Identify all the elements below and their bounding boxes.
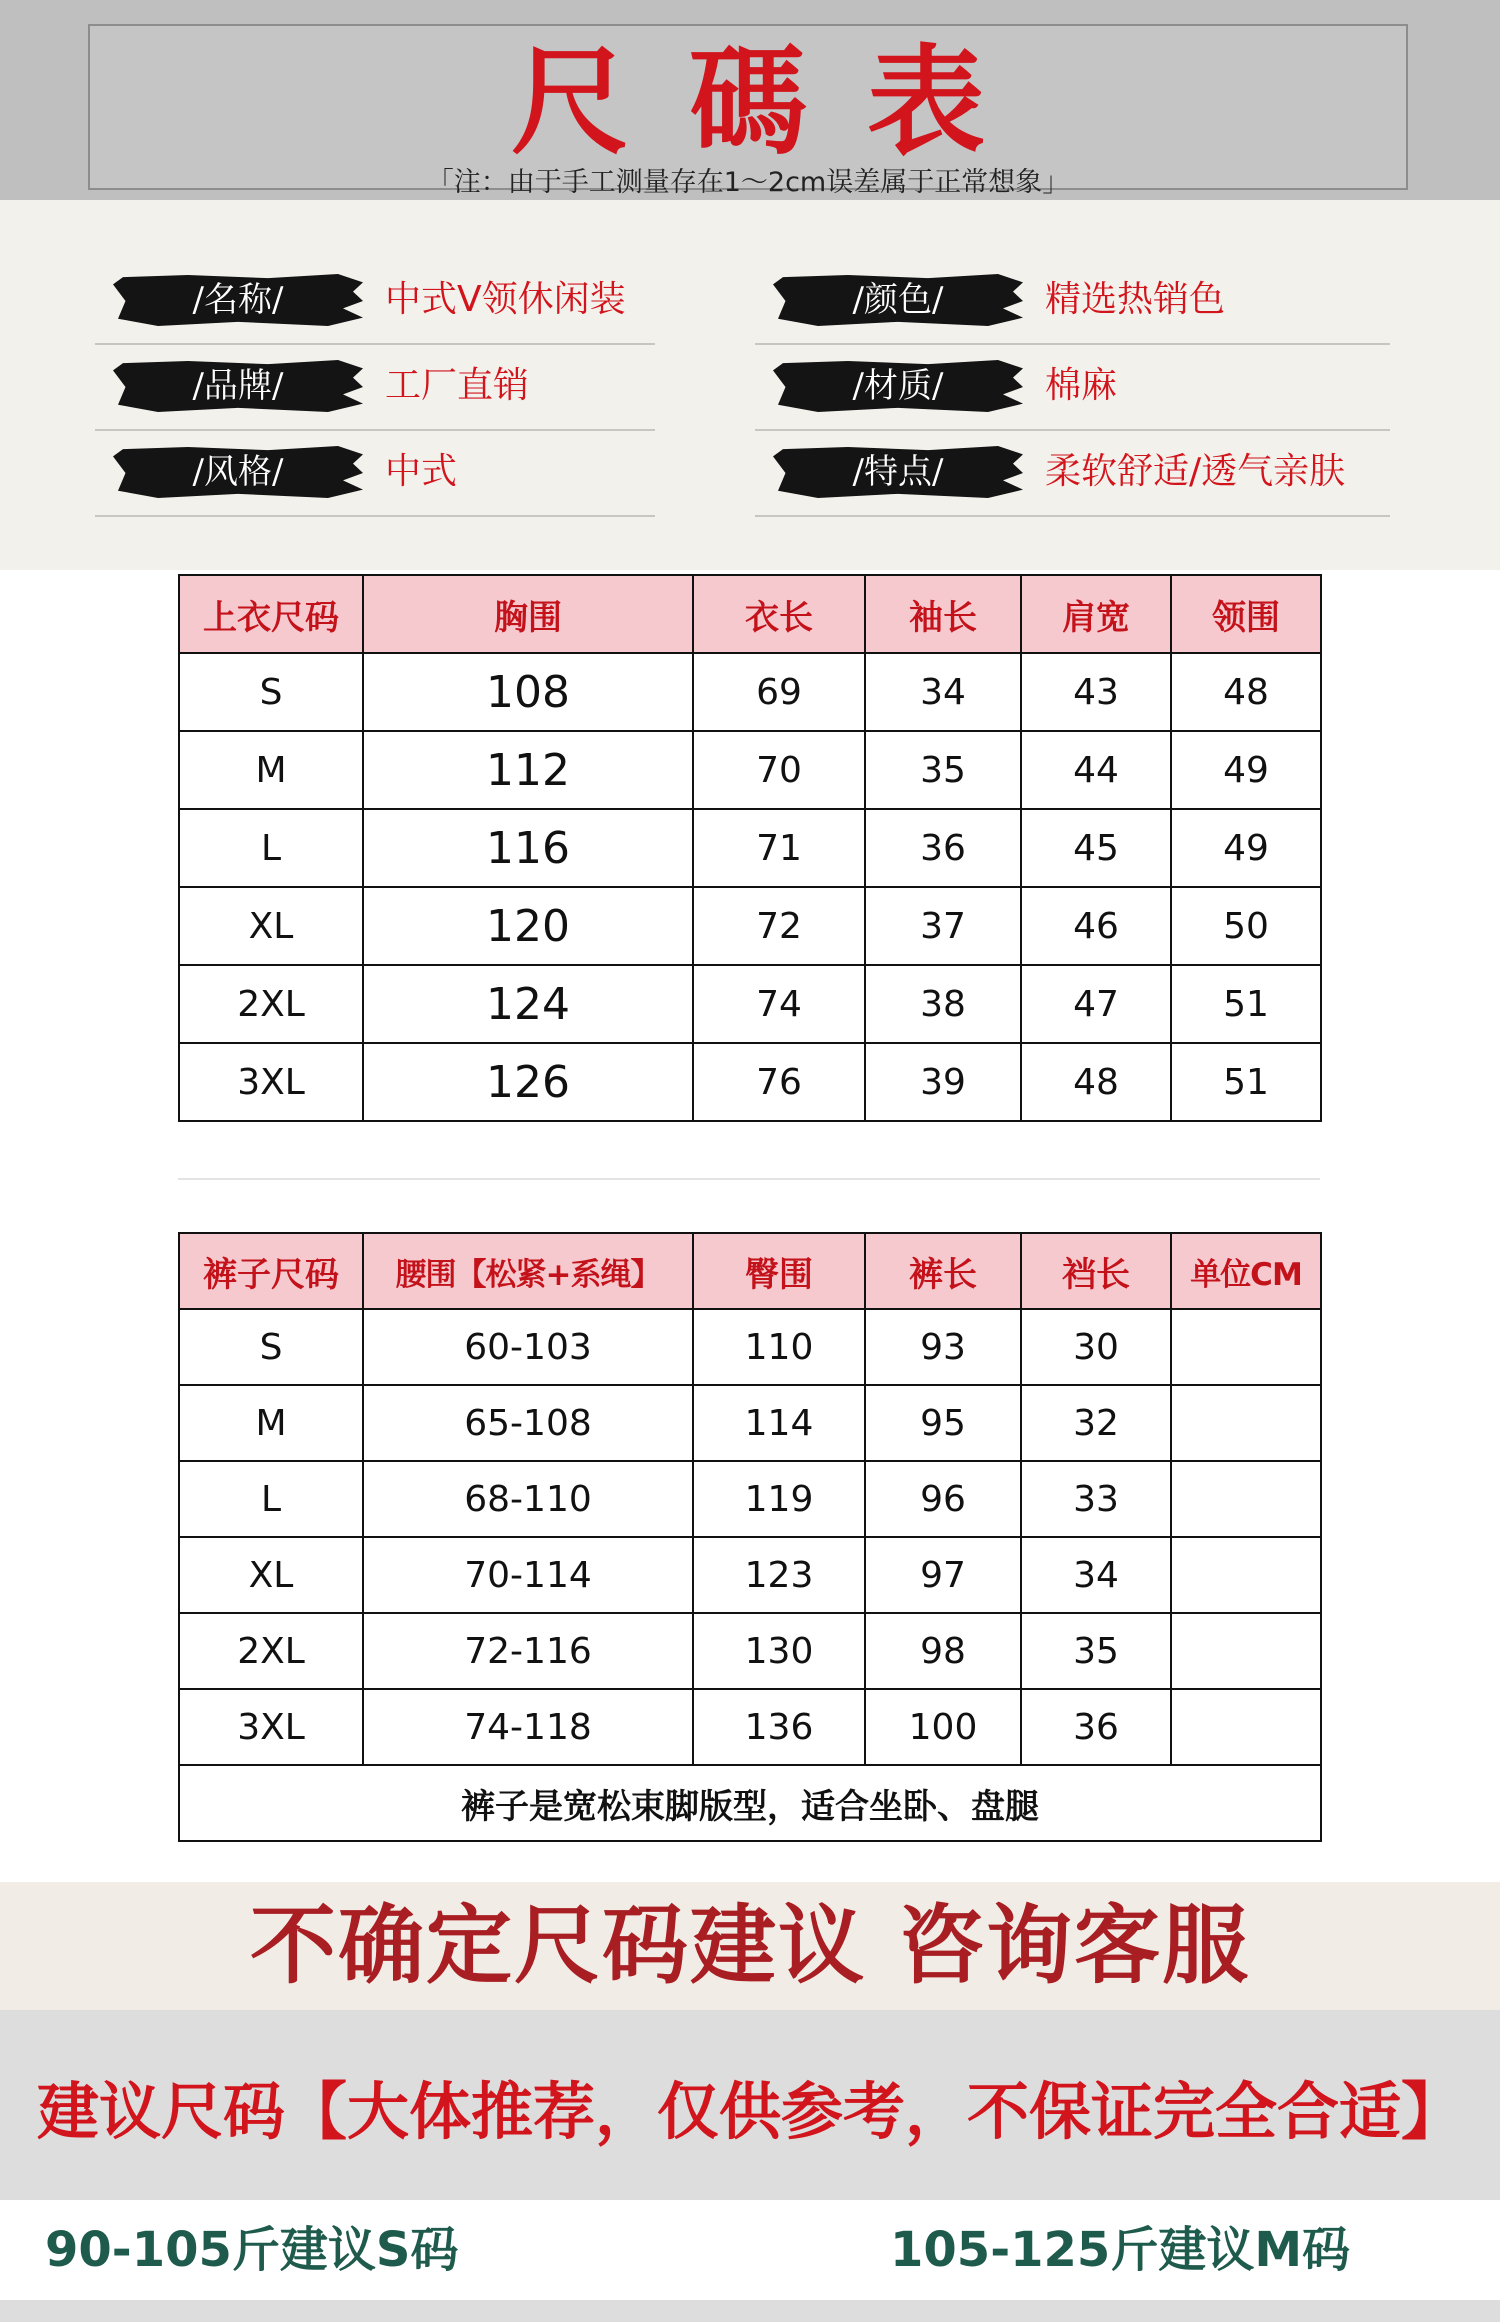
table-cell: 50 [1171,887,1321,965]
recommend-title: 建议尺码【大体推荐，仅供参考，不保证完全合适】 [36,2075,1463,2148]
table-cell: 51 [1171,965,1321,1043]
column-header: 裆长 [1021,1233,1171,1309]
info-value: 柔软舒适/透气亲肤 [1045,451,1346,492]
info-label: /颜色/ [852,280,944,320]
table-row [179,653,1321,731]
column-header: 臀围 [693,1233,865,1309]
table-cell: 49 [1171,731,1321,809]
table-cell: 72 [693,887,865,965]
table-cell: 51 [1171,1043,1321,1121]
table-cell: 34 [1021,1537,1171,1613]
table-cell: 70 [693,731,865,809]
table-row [179,1461,1321,1537]
info-label: /材质/ [852,366,944,406]
table-row [179,1385,1321,1461]
table-cell: 112 [363,731,693,809]
column-header: 胸围 [363,575,693,653]
table-cell: 95 [865,1385,1021,1461]
table-cell [1171,1613,1321,1689]
table-cell: S [179,653,363,731]
table-cell: 96 [865,1461,1021,1537]
table-cell: 3XL [179,1043,363,1121]
table-cell: 72-116 [363,1613,693,1689]
table-cell: 44 [1021,731,1171,809]
table-cell: 123 [693,1537,865,1613]
info-row-style [95,429,655,517]
table-cell: 45 [1021,809,1171,887]
table-row [179,1043,1321,1121]
column-header: 领围 [1171,575,1321,653]
table-row [179,1309,1321,1385]
table-cell: 36 [1021,1689,1171,1765]
table-cell: 60-103 [363,1309,693,1385]
info-row-brand [95,343,655,431]
table-row [179,887,1321,965]
info-value: 棉麻 [1045,365,1118,406]
recommend-row [0,2200,1500,2300]
info-label: /风格/ [192,452,284,492]
table-cell: 30 [1021,1309,1171,1385]
consult-banner [0,1882,1500,2010]
table-cell: 74 [693,965,865,1043]
info-row-color [755,257,1390,345]
column-header: 裤子尺码 [179,1233,363,1309]
table-row [179,965,1321,1043]
table-cell: 119 [693,1461,865,1537]
table-cell: 70-114 [363,1537,693,1613]
table-cell [1171,1537,1321,1613]
table-row [179,1613,1321,1689]
recommend-item-s: 90-105斤建议S码 [45,2222,459,2278]
table-cell: 37 [865,887,1021,965]
table-cell: L [179,1461,363,1537]
table-cell: 110 [693,1309,865,1385]
table-cell: 71 [693,809,865,887]
info-value: 中式 [385,451,458,492]
info-row-feature [755,429,1390,517]
table-cell: 48 [1171,653,1321,731]
table-header-row [179,1233,1321,1309]
column-header: 肩宽 [1021,575,1171,653]
table-cell: 108 [363,653,693,731]
info-label: /品牌/ [192,366,284,406]
table-cell: 36 [865,809,1021,887]
table-cell: 46 [1021,887,1171,965]
column-header: 衣长 [693,575,865,653]
info-label: /名称/ [192,280,284,320]
table-cell: 124 [363,965,693,1043]
tops-size-table [178,574,1322,1122]
table-cell: 93 [865,1309,1021,1385]
table-cell: 100 [865,1689,1021,1765]
table-cell [1171,1385,1321,1461]
divider [178,1178,1320,1180]
table-cell: 2XL [179,1613,363,1689]
info-row-name [95,257,655,345]
table-cell [1171,1461,1321,1537]
table-cell: 35 [1021,1613,1171,1689]
bottom-strip [0,2300,1500,2322]
table-cell: 3XL [179,1689,363,1765]
table-cell: M [179,1385,363,1461]
table-cell: XL [179,1537,363,1613]
measurement-note: 「注：由于手工测量存在1～2cm误差属于正常想象」 [426,167,1070,198]
pants-size-table [178,1232,1322,1842]
info-value: 中式V领休闲装 [385,279,626,320]
table-cell: 69 [693,653,865,731]
table-cell: 38 [865,965,1021,1043]
column-header: 腰围【松紧+系绳】 [363,1233,693,1309]
table-cell: 49 [1171,809,1321,887]
table-cell: 98 [865,1613,1021,1689]
column-header: 上衣尺码 [179,575,363,653]
table-cell: 32 [1021,1385,1171,1461]
table-row [179,1689,1321,1765]
table-cell [1171,1309,1321,1385]
table-cell: 120 [363,887,693,965]
info-value: 精选热销色 [1045,279,1226,320]
table-row [179,731,1321,809]
table-cell: 76 [693,1043,865,1121]
consult-text: 不确定尺码建议 咨询客服 [250,1895,1250,1996]
table-cell: S [179,1309,363,1385]
pants-footnote: 裤子是宽松束脚版型，适合坐卧、盘腿 [179,1765,1321,1841]
column-header: 袖长 [865,575,1021,653]
product-info-section [0,200,1500,570]
table-cell: 65-108 [363,1385,693,1461]
info-row-material [755,343,1390,431]
table-cell: 68-110 [363,1461,693,1537]
table-row [179,809,1321,887]
table-cell: XL [179,887,363,965]
table-cell: 35 [865,731,1021,809]
table-cell: 130 [693,1613,865,1689]
table-cell: 39 [865,1043,1021,1121]
table-row [179,1537,1321,1613]
info-value: 工厂直销 [385,365,530,406]
table-cell: 74-118 [363,1689,693,1765]
table-cell [1171,1689,1321,1765]
table-cell: 97 [865,1537,1021,1613]
info-label: /特点/ [852,452,944,492]
table-cell: 116 [363,809,693,887]
table-cell: 126 [363,1043,693,1121]
table-cell: 43 [1021,653,1171,731]
column-header: 裤长 [865,1233,1021,1309]
column-header-unit: 单位CM [1171,1233,1321,1309]
table-cell: 114 [693,1385,865,1461]
recommend-item-m: 105-125斤建议M码 [890,2222,1351,2278]
header-box [88,24,1408,198]
table-cell: M [179,731,363,809]
table-cell: L [179,809,363,887]
table-cell: 48 [1021,1043,1171,1121]
table-header-row [179,575,1321,653]
table-cell: 33 [1021,1461,1171,1537]
table-cell: 47 [1021,965,1171,1043]
table-footnote-row [179,1765,1321,1841]
header-banner [0,0,1500,200]
table-cell: 136 [693,1689,865,1765]
table-cell: 2XL [179,965,363,1043]
page-title: 尺碼表 [510,32,1045,171]
recommend-banner [0,2010,1500,2200]
table-cell: 34 [865,653,1021,731]
